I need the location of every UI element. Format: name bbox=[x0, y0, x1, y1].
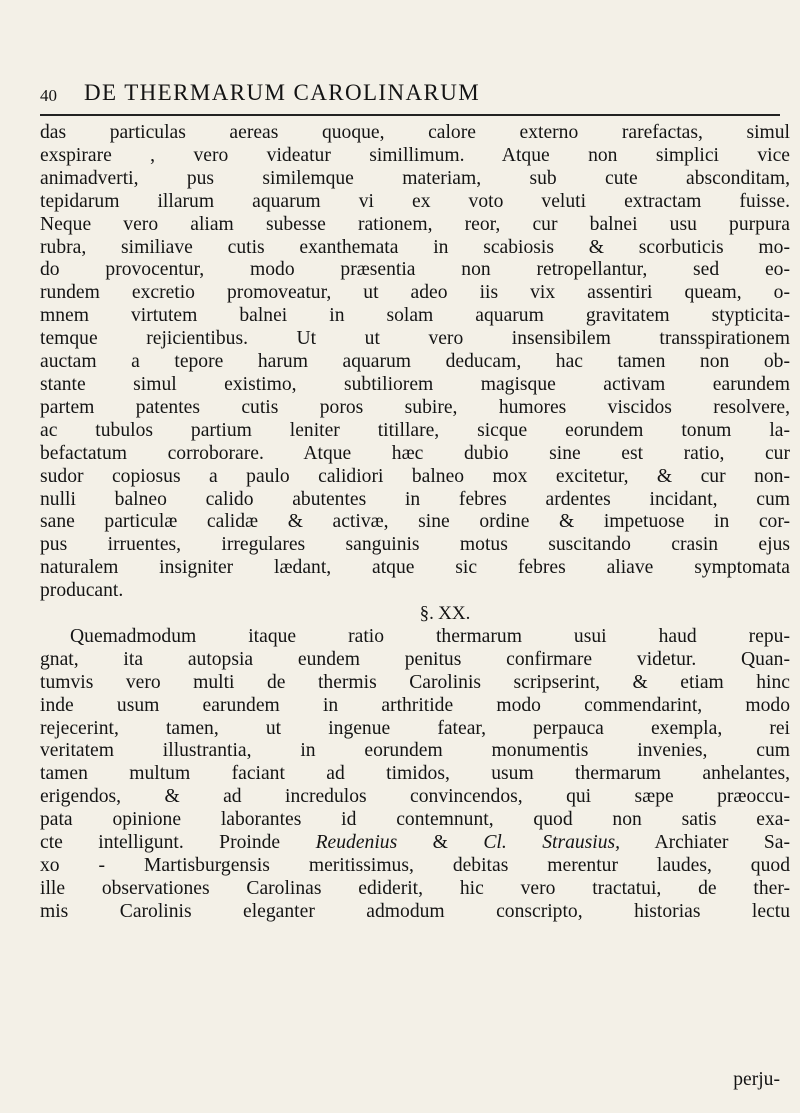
author-name: Cl. Strausius, bbox=[483, 832, 621, 854]
text-line: mnem virtutem balnei in solam aquarum gravitatem stypticita- bbox=[40, 305, 790, 327]
text-fragment: Archiater Sa- bbox=[654, 832, 790, 854]
text-line: temque rejicientibus. Ut ut vero insensibilem transspirationem bbox=[40, 328, 790, 350]
body-text bbox=[40, 122, 790, 924]
text-fragment: cte intelligunt. Proinde bbox=[40, 832, 281, 854]
text-line: Quemadmodum itaque ratio thermarum usui haud repu- bbox=[70, 625, 790, 647]
text-line: stante simul existimo, subtiliorem magisque activam earundem bbox=[40, 373, 790, 395]
text-line: rundem excretio promoveatur, ut adeo iis vix assentiri queam, o- bbox=[40, 282, 790, 304]
text-line: das particulas aereas quoque, calore externo rarefactas, simul bbox=[40, 122, 790, 143]
running-title: DE THERMARUM CAROLINARUM bbox=[84, 80, 481, 105]
text-line: rubra, similiave cutis exanthemata in scabiosis & scorbuticis mo- bbox=[40, 236, 790, 258]
text-line: auctam a tepore harum aquarum deducam, hac tamen non ob- bbox=[40, 351, 790, 373]
text-line: nulli balneo calido abutentes in febres ardentes incidant, cum bbox=[40, 488, 790, 510]
text-fragment: & bbox=[432, 832, 448, 854]
text-line: tepidarum illarum aquarum vi ex voto veluti extractam fuisse. bbox=[40, 190, 790, 212]
header-rule bbox=[40, 114, 780, 116]
text-line: erigendos, & ad incredulos convincendos, qui sæpe præoccu- bbox=[40, 786, 790, 808]
text-line: ille observationes Carolinas ediderit, hic vero tractatui, de ther- bbox=[40, 877, 790, 899]
text-line: inde usum earundem in arthritide modo commendarint, modo bbox=[40, 694, 790, 716]
text-line: ac tubulos partium leniter titillare, sicque eorundem tonum la- bbox=[40, 419, 790, 441]
section-heading: §. XX. bbox=[419, 603, 471, 625]
text-line: pus irruentes, irregulares sanguinis motus suscitando crasin ejus bbox=[40, 534, 790, 556]
text-line: mis Carolinis eleganter admodum conscripto, historias lectu bbox=[40, 900, 790, 922]
text-line: rejecerint, tamen, ut ingenue fatear, perpauca exempla, rei bbox=[40, 717, 790, 739]
author-name: Reudenius bbox=[315, 832, 398, 854]
text-line: sudor copiosus a paulo calidiori balneo mox excitetur, & cur non- bbox=[40, 465, 790, 487]
text-line-with-names bbox=[40, 832, 790, 855]
text-line: tamen multum faciant ad timidos, usum thermarum anhelantes, bbox=[40, 763, 790, 785]
text-line: sane particulæ calidæ & activæ, sine ordine & impetuose in cor- bbox=[40, 511, 790, 533]
text-line: do provocentur, modo præsentia non retropellantur, sed eo- bbox=[40, 259, 790, 281]
text-line: veritatem illustrantia, in eorundem monumentis invenies, cum bbox=[40, 740, 790, 762]
text-line: Neque vero aliam subesse rationem, reor, cur balnei usu purpura bbox=[40, 213, 790, 235]
text-line: animadverti, pus similemque materiam, sub cute absconditam, bbox=[40, 167, 790, 189]
text-line: pata opinione laborantes id contemnunt, quod non satis exa- bbox=[40, 809, 790, 831]
catchword: perju- bbox=[733, 1069, 780, 1090]
text-line: befactatum corroborare. Atque hæc dubio sine est ratio, cur bbox=[40, 442, 790, 464]
text-line: partem patentes cutis poros subire, humores viscidos resolvere, bbox=[40, 396, 790, 418]
page-number: 40 bbox=[40, 86, 57, 105]
text-line: producant. bbox=[40, 580, 124, 602]
text-line: tumvis vero multi de thermis Carolinis scripserint, & etiam hinc bbox=[40, 671, 790, 693]
text-line: naturalem insigniter lædant, atque sic febres aliave symptomata bbox=[40, 557, 790, 579]
text-line: xo - Martisburgensis meritissimus, debitas merentur laudes, quod bbox=[40, 855, 790, 876]
text-line: exspirare , vero videatur simillimum. Atque non simplici vice bbox=[40, 144, 790, 166]
text-line: gnat, ita autopsia eundem penitus confirmare videtur. Quan- bbox=[40, 648, 790, 670]
